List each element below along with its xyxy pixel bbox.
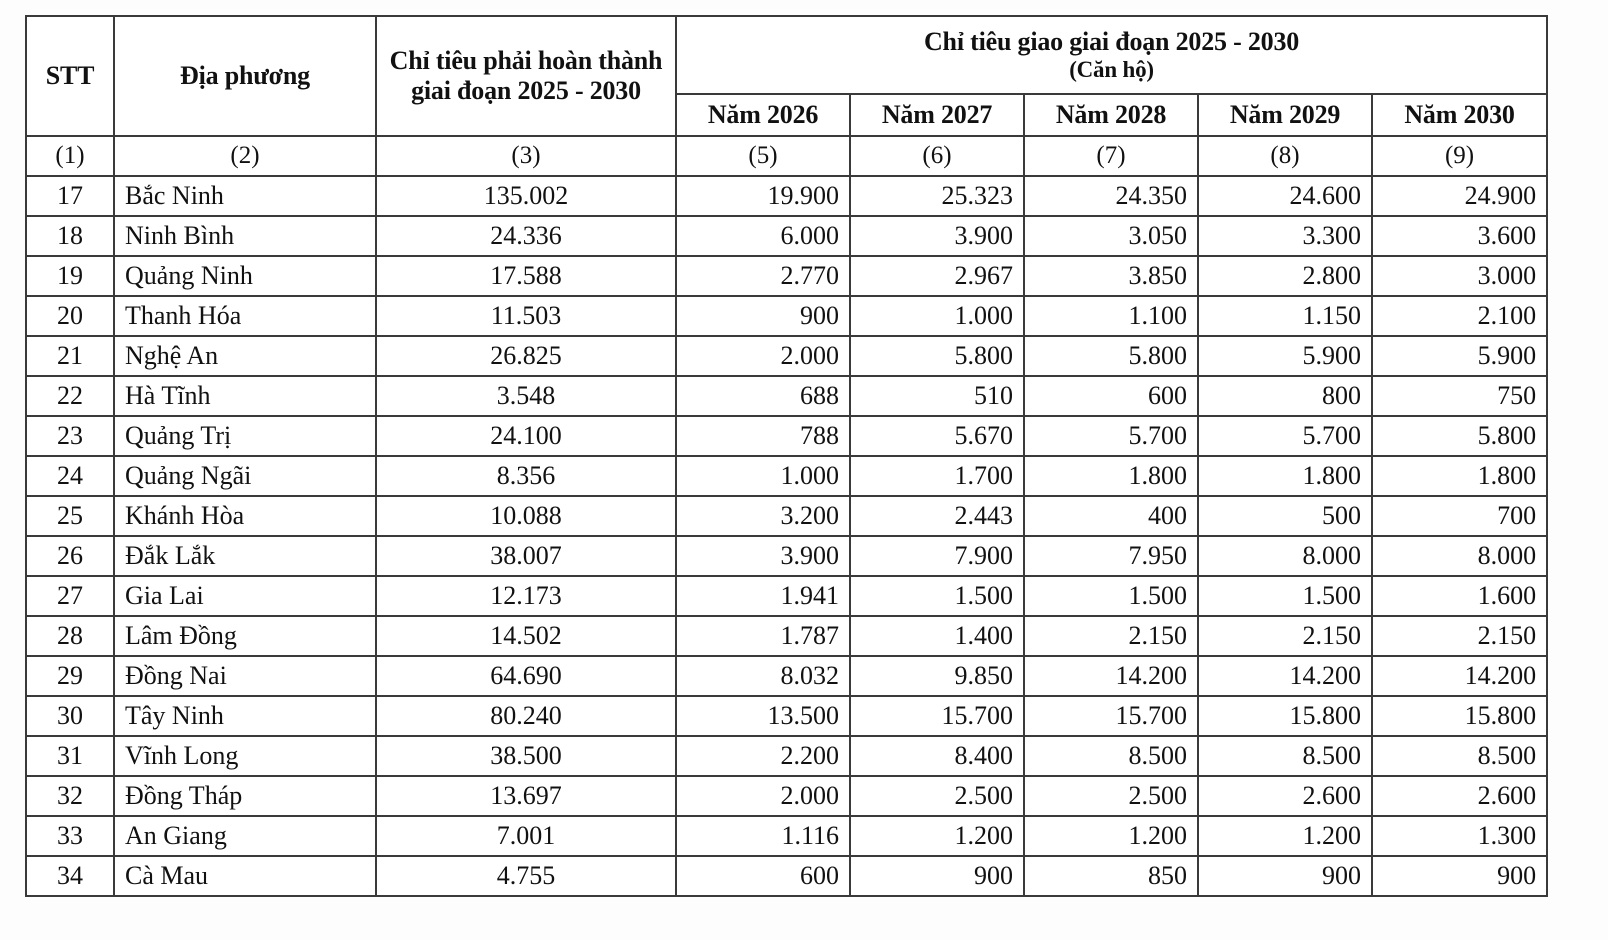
cell-year-2029: 15.800 — [1198, 696, 1372, 736]
cell-target-total: 11.503 — [376, 296, 676, 336]
cell-year-2028: 1.800 — [1024, 456, 1198, 496]
cell-year-2026: 3.900 — [676, 536, 850, 576]
cell-year-2026: 8.032 — [676, 656, 850, 696]
cell-year-2027: 8.400 — [850, 736, 1024, 776]
cell-year-2028: 3.050 — [1024, 216, 1198, 256]
cell-target-total: 3.548 — [376, 376, 676, 416]
cell-target-total: 17.588 — [376, 256, 676, 296]
cell-place: Lâm Đồng — [114, 616, 376, 656]
cell-stt: 34 — [26, 856, 114, 896]
cell-year-2030: 2.600 — [1372, 776, 1547, 816]
cell-year-2026: 2.770 — [676, 256, 850, 296]
cell-year-2026: 1.787 — [676, 616, 850, 656]
table-row — [26, 856, 1547, 896]
cell-place: Quảng Trị — [114, 416, 376, 456]
cell-year-2030: 8.000 — [1372, 536, 1547, 576]
cell-place: Cà Mau — [114, 856, 376, 896]
cell-place: Đồng Nai — [114, 656, 376, 696]
cell-year-2028: 5.800 — [1024, 336, 1198, 376]
cell-year-2026: 900 — [676, 296, 850, 336]
cell-year-2030: 14.200 — [1372, 656, 1547, 696]
column-number-6: (6) — [850, 136, 1024, 176]
column-header-year-2030: Năm 2030 — [1372, 94, 1547, 136]
cell-stt: 20 — [26, 296, 114, 336]
cell-stt: 21 — [26, 336, 114, 376]
table-row — [26, 656, 1547, 696]
cell-place: Quảng Ngãi — [114, 456, 376, 496]
cell-year-2026: 2.000 — [676, 336, 850, 376]
table-row — [26, 536, 1547, 576]
table-header — [26, 16, 1547, 176]
cell-stt: 29 — [26, 656, 114, 696]
cell-place: Ninh Bình — [114, 216, 376, 256]
cell-year-2027: 1.400 — [850, 616, 1024, 656]
cell-year-2030: 2.150 — [1372, 616, 1547, 656]
table-container — [25, 15, 1548, 897]
table-row — [26, 496, 1547, 536]
cell-year-2027: 1.500 — [850, 576, 1024, 616]
table-row — [26, 616, 1547, 656]
cell-year-2028: 3.850 — [1024, 256, 1198, 296]
cell-year-2029: 2.600 — [1198, 776, 1372, 816]
column-header-year-2027: Năm 2027 — [850, 94, 1024, 136]
column-number-row — [26, 136, 1547, 176]
cell-year-2030: 1.800 — [1372, 456, 1547, 496]
cell-year-2027: 9.850 — [850, 656, 1024, 696]
header-row-main — [26, 16, 1547, 94]
cell-target-total: 14.502 — [376, 616, 676, 656]
cell-year-2026: 688 — [676, 376, 850, 416]
cell-year-2030: 3.600 — [1372, 216, 1547, 256]
table-row — [26, 456, 1547, 496]
cell-year-2027: 3.900 — [850, 216, 1024, 256]
table-row — [26, 296, 1547, 336]
cell-target-total: 24.100 — [376, 416, 676, 456]
table-row — [26, 216, 1547, 256]
cell-year-2030: 5.800 — [1372, 416, 1547, 456]
column-header-group-assigned — [676, 16, 1547, 94]
cell-year-2026: 600 — [676, 856, 850, 896]
cell-year-2027: 510 — [850, 376, 1024, 416]
cell-year-2027: 5.800 — [850, 336, 1024, 376]
cell-year-2030: 24.900 — [1372, 176, 1547, 216]
cell-year-2026: 1.941 — [676, 576, 850, 616]
cell-year-2029: 1.200 — [1198, 816, 1372, 856]
table-row — [26, 336, 1547, 376]
cell-year-2029: 2.150 — [1198, 616, 1372, 656]
column-header-place: Địa phương — [114, 16, 376, 136]
cell-stt: 26 — [26, 536, 114, 576]
column-header-stt: STT — [26, 16, 114, 136]
cell-place: Thanh Hóa — [114, 296, 376, 336]
column-number-9: (9) — [1372, 136, 1547, 176]
cell-year-2030: 5.900 — [1372, 336, 1547, 376]
cell-year-2028: 1.100 — [1024, 296, 1198, 336]
column-header-year-2029: Năm 2029 — [1198, 94, 1372, 136]
column-header-year-2026: Năm 2026 — [676, 94, 850, 136]
table-row — [26, 176, 1547, 216]
cell-place: Tây Ninh — [114, 696, 376, 736]
cell-year-2030: 1.600 — [1372, 576, 1547, 616]
column-number-1: (1) — [26, 136, 114, 176]
cell-year-2030: 2.100 — [1372, 296, 1547, 336]
cell-place: Đồng Tháp — [114, 776, 376, 816]
cell-year-2027: 5.670 — [850, 416, 1024, 456]
cell-year-2029: 1.500 — [1198, 576, 1372, 616]
table-body — [26, 176, 1547, 896]
cell-stt: 30 — [26, 696, 114, 736]
cell-target-total: 24.336 — [376, 216, 676, 256]
cell-place: Vĩnh Long — [114, 736, 376, 776]
cell-year-2026: 2.000 — [676, 776, 850, 816]
cell-year-2026: 2.200 — [676, 736, 850, 776]
cell-year-2029: 8.000 — [1198, 536, 1372, 576]
cell-year-2026: 1.000 — [676, 456, 850, 496]
group-header-title: Chỉ tiêu giao giai đoạn 2025 - 2030 — [923, 27, 1300, 57]
cell-year-2027: 1.700 — [850, 456, 1024, 496]
cell-stt: 23 — [26, 416, 114, 456]
cell-year-2026: 3.200 — [676, 496, 850, 536]
group-header-unit: (Căn hộ) — [1069, 57, 1154, 83]
cell-year-2027: 1.000 — [850, 296, 1024, 336]
cell-place: Hà Tĩnh — [114, 376, 376, 416]
table-row — [26, 776, 1547, 816]
cell-year-2029: 14.200 — [1198, 656, 1372, 696]
cell-year-2028: 5.700 — [1024, 416, 1198, 456]
cell-year-2029: 800 — [1198, 376, 1372, 416]
cell-year-2029: 1.150 — [1198, 296, 1372, 336]
cell-place: Bắc Ninh — [114, 176, 376, 216]
cell-year-2028: 850 — [1024, 856, 1198, 896]
cell-target-total: 8.356 — [376, 456, 676, 496]
cell-target-total: 64.690 — [376, 656, 676, 696]
cell-stt: 17 — [26, 176, 114, 216]
cell-year-2027: 15.700 — [850, 696, 1024, 736]
cell-year-2030: 3.000 — [1372, 256, 1547, 296]
column-number-7: (7) — [1024, 136, 1198, 176]
cell-stt: 24 — [26, 456, 114, 496]
cell-year-2029: 2.800 — [1198, 256, 1372, 296]
cell-stt: 19 — [26, 256, 114, 296]
cell-year-2029: 5.700 — [1198, 416, 1372, 456]
cell-year-2027: 2.443 — [850, 496, 1024, 536]
cell-stt: 22 — [26, 376, 114, 416]
cell-stt: 33 — [26, 816, 114, 856]
cell-year-2030: 900 — [1372, 856, 1547, 896]
cell-year-2029: 3.300 — [1198, 216, 1372, 256]
cell-year-2027: 7.900 — [850, 536, 1024, 576]
cell-year-2026: 1.116 — [676, 816, 850, 856]
cell-target-total: 13.697 — [376, 776, 676, 816]
cell-target-total: 12.173 — [376, 576, 676, 616]
table-row — [26, 576, 1547, 616]
column-number-2: (2) — [114, 136, 376, 176]
cell-year-2027: 2.967 — [850, 256, 1024, 296]
cell-place: Quảng Ninh — [114, 256, 376, 296]
table-row — [26, 816, 1547, 856]
cell-target-total: 7.001 — [376, 816, 676, 856]
cell-target-total: 38.500 — [376, 736, 676, 776]
column-header-target-total: Chỉ tiêu phải hoàn thành giai đoạn 2025 - 2030 — [376, 16, 676, 136]
cell-year-2028: 14.200 — [1024, 656, 1198, 696]
cell-year-2028: 2.500 — [1024, 776, 1198, 816]
cell-place: An Giang — [114, 816, 376, 856]
column-number-5: (5) — [676, 136, 850, 176]
cell-place: Gia Lai — [114, 576, 376, 616]
cell-year-2029: 8.500 — [1198, 736, 1372, 776]
cell-year-2026: 19.900 — [676, 176, 850, 216]
cell-year-2027: 25.323 — [850, 176, 1024, 216]
cell-year-2029: 1.800 — [1198, 456, 1372, 496]
cell-year-2027: 900 — [850, 856, 1024, 896]
cell-year-2030: 750 — [1372, 376, 1547, 416]
cell-year-2029: 500 — [1198, 496, 1372, 536]
cell-year-2026: 6.000 — [676, 216, 850, 256]
cell-year-2028: 1.200 — [1024, 816, 1198, 856]
cell-year-2028: 600 — [1024, 376, 1198, 416]
cell-place: Khánh Hòa — [114, 496, 376, 536]
cell-year-2030: 1.300 — [1372, 816, 1547, 856]
cell-place: Nghệ An — [114, 336, 376, 376]
cell-stt: 31 — [26, 736, 114, 776]
cell-year-2026: 788 — [676, 416, 850, 456]
cell-target-total: 38.007 — [376, 536, 676, 576]
cell-target-total: 80.240 — [376, 696, 676, 736]
column-number-3: (3) — [376, 136, 676, 176]
cell-year-2026: 13.500 — [676, 696, 850, 736]
column-header-year-2028: Năm 2028 — [1024, 94, 1198, 136]
cell-year-2029: 900 — [1198, 856, 1372, 896]
cell-stt: 32 — [26, 776, 114, 816]
cell-year-2028: 15.700 — [1024, 696, 1198, 736]
table-row — [26, 416, 1547, 456]
cell-target-total: 10.088 — [376, 496, 676, 536]
housing-targets-table — [25, 15, 1548, 897]
table-row — [26, 736, 1547, 776]
cell-target-total: 4.755 — [376, 856, 676, 896]
cell-stt: 25 — [26, 496, 114, 536]
cell-year-2028: 7.950 — [1024, 536, 1198, 576]
column-number-8: (8) — [1198, 136, 1372, 176]
cell-target-total: 135.002 — [376, 176, 676, 216]
table-row — [26, 696, 1547, 736]
cell-target-total: 26.825 — [376, 336, 676, 376]
cell-year-2029: 5.900 — [1198, 336, 1372, 376]
cell-year-2027: 1.200 — [850, 816, 1024, 856]
table-row — [26, 376, 1547, 416]
table-row — [26, 256, 1547, 296]
cell-stt: 18 — [26, 216, 114, 256]
cell-stt: 27 — [26, 576, 114, 616]
cell-place: Đắk Lắk — [114, 536, 376, 576]
cell-year-2028: 24.350 — [1024, 176, 1198, 216]
cell-year-2030: 8.500 — [1372, 736, 1547, 776]
cell-year-2029: 24.600 — [1198, 176, 1372, 216]
cell-year-2030: 15.800 — [1372, 696, 1547, 736]
cell-year-2030: 700 — [1372, 496, 1547, 536]
cell-year-2028: 400 — [1024, 496, 1198, 536]
cell-year-2028: 1.500 — [1024, 576, 1198, 616]
cell-year-2027: 2.500 — [850, 776, 1024, 816]
cell-stt: 28 — [26, 616, 114, 656]
cell-year-2028: 8.500 — [1024, 736, 1198, 776]
cell-year-2028: 2.150 — [1024, 616, 1198, 656]
